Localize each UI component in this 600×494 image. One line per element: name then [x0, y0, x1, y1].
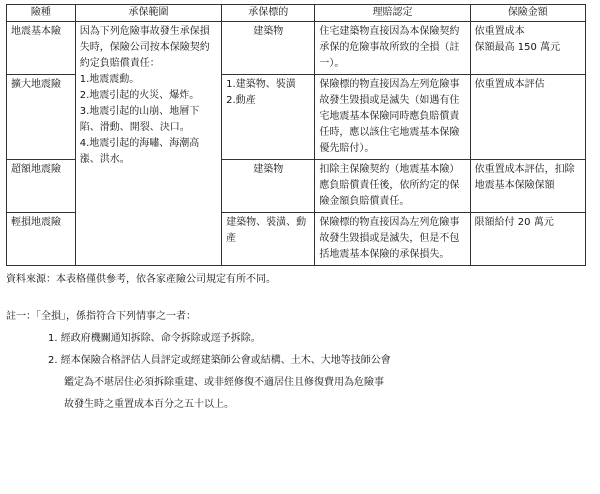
header-cell: 承保範圍: [75, 5, 221, 22]
header-cell: 承保標的: [222, 5, 315, 22]
scope-list: [80, 72, 217, 168]
footnote-item-continuation: 故發生時之重置成本百分之五十以上。: [64, 399, 234, 410]
footnote-item: 1. 經政府機關通知拆除、命令拆除或逕予拆除。: [48, 333, 261, 344]
footnote-title: 註一：「全損」，係指符合下列情事之一者：: [6, 311, 196, 322]
scope-item: 2.地震引起的火災、爆炸。: [79, 90, 200, 101]
type-cell: 超額地震險: [7, 160, 76, 213]
footnote-block: [6, 306, 594, 416]
amount-cell: 依重置成本評估: [470, 75, 585, 160]
source-note: 資料來源：本表格僅供參考，依各家產險公司規定有所不同。: [6, 274, 276, 285]
type-cell: 地震基本險: [7, 22, 76, 75]
type-cell: 輕損地震險: [7, 213, 76, 266]
table-row: [7, 22, 586, 75]
footnote-item-continuation: 鑑定為不堪居住必須拆除重建、或非經修復不適居住且修復費用為危險事: [64, 377, 384, 388]
rule-cell: 住宅建築物直接因為本保險契約承保的危險事故所致的全損（註一）。: [315, 22, 470, 75]
rule-cell: 保險標的物直接因為左列危險事故發生毀損或是滅失（如遇有住宅地震基本保險同時應負賠償責任時，應以該住宅地震基本保險優先賠付）。: [315, 75, 470, 160]
rule-cell: 保險標的物直接因為左列危險事故發生毀損或是滅失，但是不包括地震基本保險的承保損失。: [315, 213, 470, 266]
scope-item: 1.地震震動。: [79, 74, 140, 85]
subject-cell: 建築物: [222, 22, 315, 75]
scope-item: 4.地震引起的海嘯、海潮高漲、洪水。: [79, 138, 200, 165]
amount-cell: 依重置成本評估，扣除地震基本保險保額: [470, 160, 585, 213]
type-cell: 擴大地震險: [7, 75, 76, 160]
scope-intro: 因為下列危險事故發生承保損失時，保險公司按本保險契約約定負賠償責任：: [79, 26, 210, 69]
insurance-comparison-table: [6, 4, 586, 266]
amount-cell: 限額給付 20 萬元: [470, 213, 585, 266]
scope-item: 3.地震引起的山崩、地層下陷、滑動、開裂、決口。: [79, 106, 200, 133]
document-page: [6, 4, 594, 416]
scope-cell: [75, 22, 221, 266]
header-cell: 理賠認定: [315, 5, 470, 22]
header-cell: 險種: [7, 5, 76, 22]
rule-cell: 扣除主保險契約（地震基本險）應負賠償責任後，依所約定的保險金額負賠償責任。: [315, 160, 470, 213]
table-header-row: [7, 5, 586, 22]
subject-cell: 1.建築物、裝潢 2.動產: [222, 75, 315, 160]
header-cell: 保險金額: [470, 5, 585, 22]
amount-cell: 依重置成本 保額最高 150 萬元: [470, 22, 585, 75]
footnote-item: 2. 經本保險合格評估人員評定或經建築師公會或結構、土木、大地等技師公會: [48, 355, 391, 366]
subject-cell: 建築物、裝潢、動產: [222, 213, 315, 266]
subject-cell: 建築物: [222, 160, 315, 213]
